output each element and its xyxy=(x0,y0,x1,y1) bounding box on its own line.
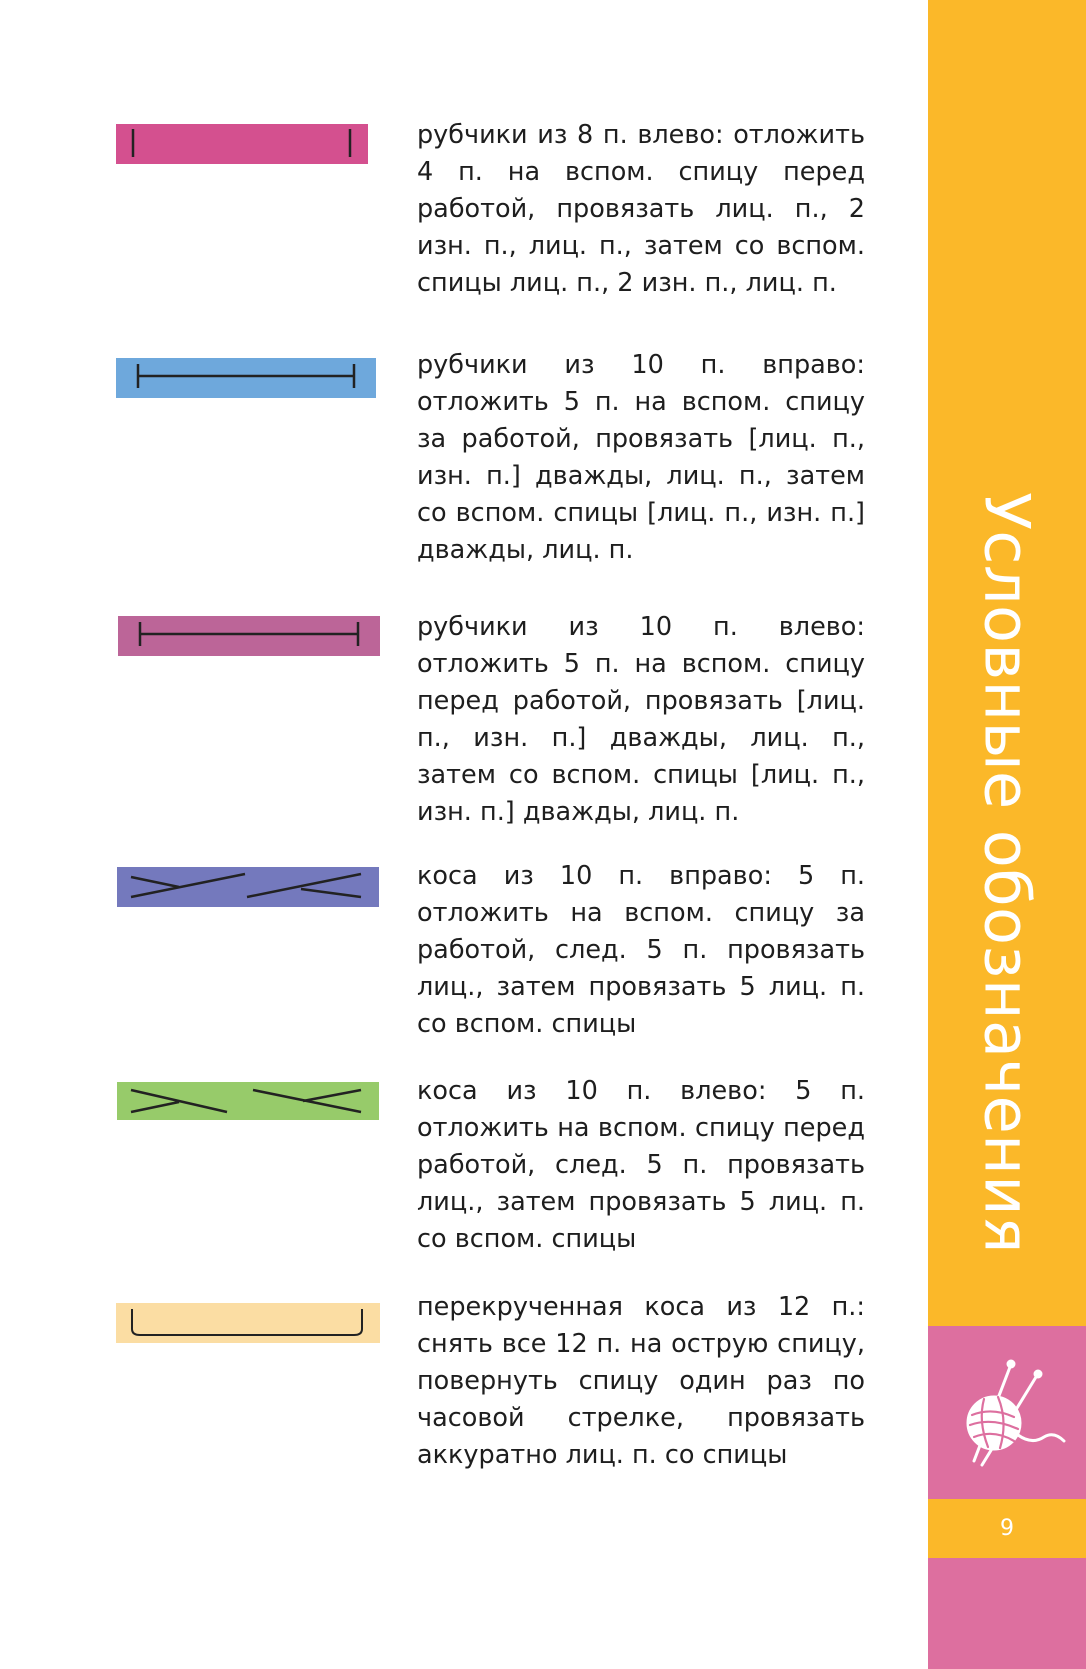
yarn-ball-knitting-needles-icon xyxy=(948,1353,1066,1471)
symbol-fill xyxy=(118,616,380,656)
twisted-braid-12-symbol xyxy=(116,1303,380,1343)
page-number-text: 9 xyxy=(1000,1516,1014,1541)
symbol-fill xyxy=(116,358,376,398)
sidebar-title-text: Условные обозначения xyxy=(970,492,1044,1254)
cable-8-left-symbol xyxy=(116,124,368,164)
cable-10-right-symbol xyxy=(116,358,376,398)
legend-description: рубчики из 10 п. влево: отложить 5 п. на вспом. спицу перед работой, провязать [лиц. п., изн. п.] дважды, лиц. п., затем со вспом. спицы [лиц. п., изн. п.] дважды, лиц. п. xyxy=(417,612,865,827)
braid-10-right-symbol xyxy=(117,867,379,907)
sidebar-bottom-band xyxy=(928,1558,1086,1669)
legend-description: коса из 10 п. влево: 5 п. отложить на вспом. спицу перед работой, след. 5 п. провязать лиц., затем провязать 5 лиц. п. со вспом. спицы xyxy=(417,1076,865,1254)
sidebar-title xyxy=(928,0,1086,1326)
symbol-fill xyxy=(117,1082,379,1120)
cable-10-left-symbol xyxy=(118,616,380,656)
legend-description: перекрученная коса из 12 п.: снять все 12 п. на острую спицу, повернуть спицу один раз по часовой стрелке, провязать аккуратно лиц. п. со спицы xyxy=(417,1292,865,1470)
symbol-fill xyxy=(116,124,368,164)
braid-10-left-symbol xyxy=(117,1082,379,1120)
legend-description: рубчики из 8 п. влево: отложить 4 п. на вспом. спицу перед работой, провязать лиц. п., 2 изн. п., лиц. п., затем со вспом. спицы лиц. п., 2 изн. п., лиц. п. xyxy=(417,120,865,298)
symbol-fill xyxy=(117,867,379,907)
legend-description: коса из 10 п. вправо: 5 п. отложить на вспом. спицу за работой, след. 5 п. провязать лиц., затем провязать 5 лиц. п. со вспом. спицы xyxy=(417,861,865,1039)
legend-description: рубчики из 10 п. вправо: отложить 5 п. на вспом. спицу за работой, провязать [лиц. п., изн. п.] дважды, лиц. п., затем со вспом. спицы [лиц. п., изн. п.] дважды, лиц. п. xyxy=(417,350,865,565)
page-number xyxy=(928,1499,1086,1558)
symbol-fill xyxy=(116,1303,380,1343)
